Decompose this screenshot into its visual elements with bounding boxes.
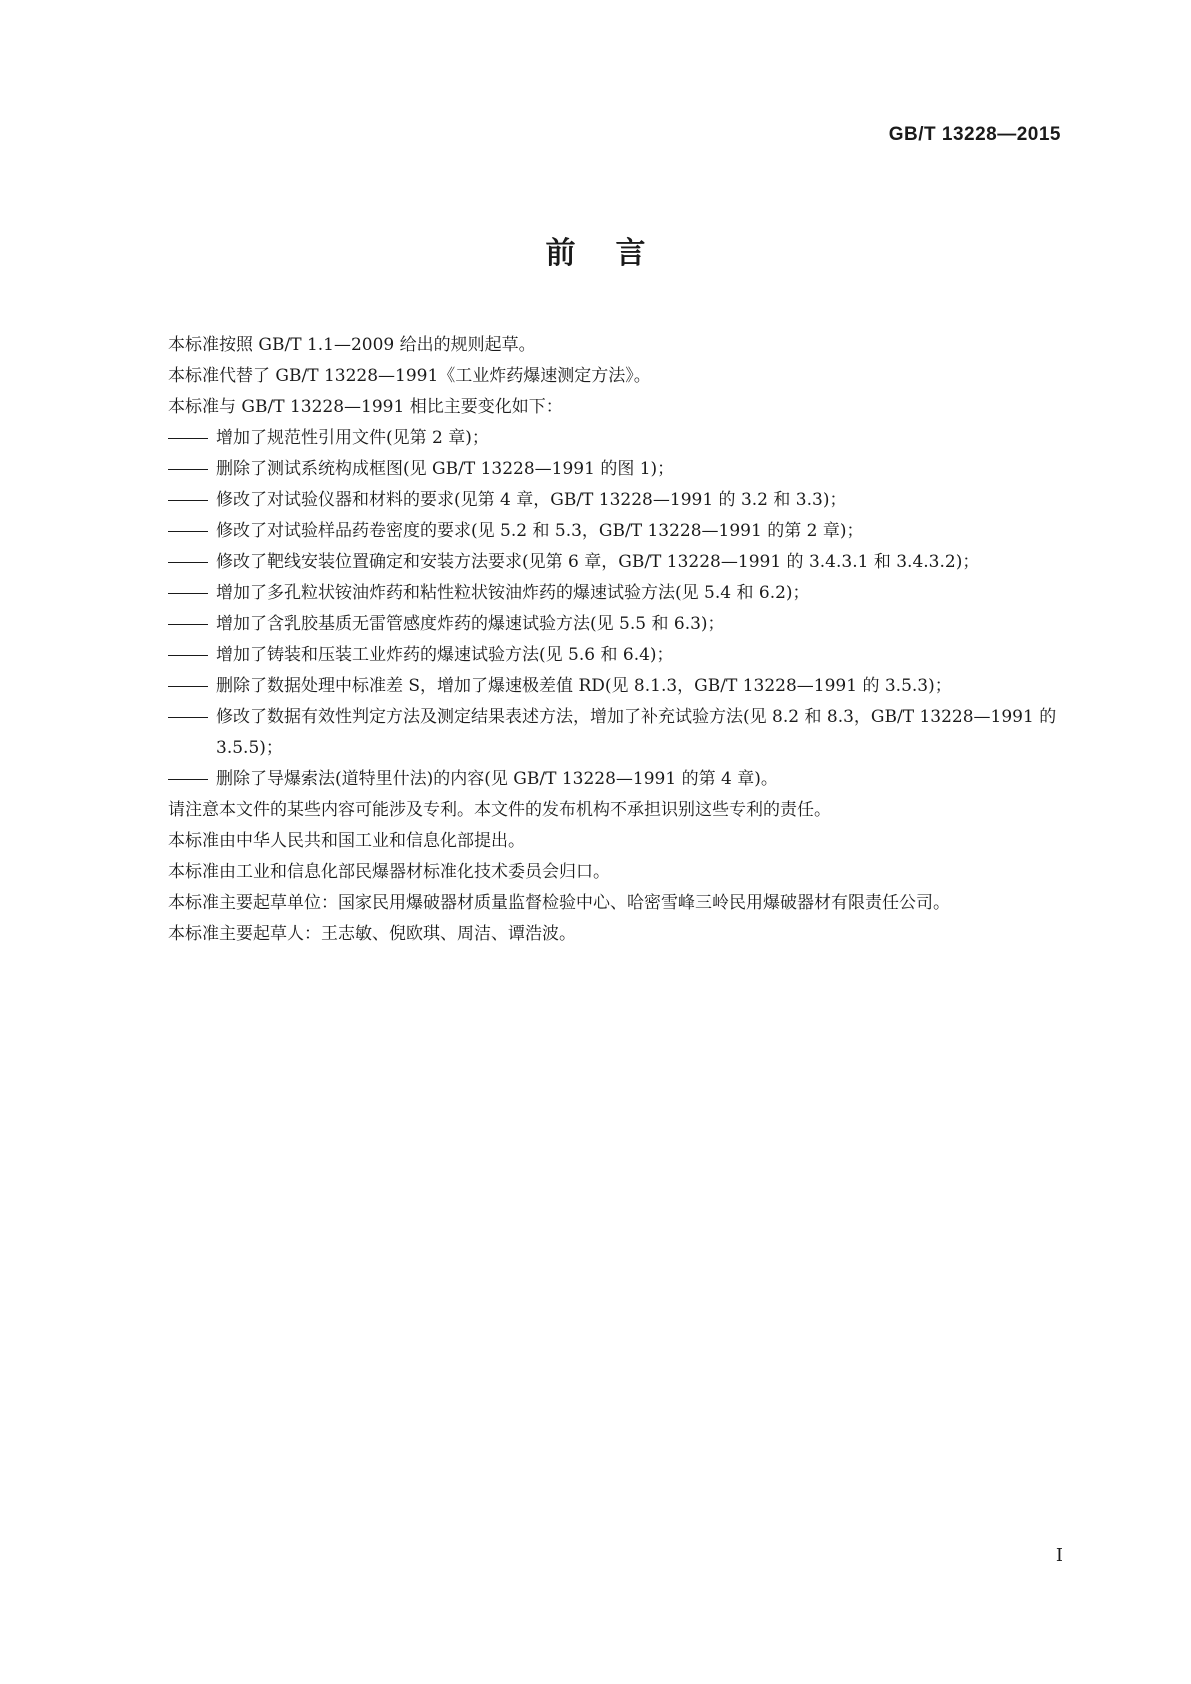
change-text: 修改了对试验仪器和材料的要求(见第 4 章，GB/T 13228—1991 的 3.2 和 3.3)； xyxy=(216,490,847,510)
dash-mark xyxy=(168,423,210,454)
intro-paragraph: 本标准代替了 GB/T 13228—1991《工业炸药爆速测定方法》。 xyxy=(168,366,651,386)
dash-mark xyxy=(168,547,210,578)
dash-mark xyxy=(168,578,210,609)
change-item xyxy=(133,454,1063,485)
closing-paragraph: 本标准由工业和信息化部民爆器材标准化技术委员会归口。 xyxy=(168,862,610,882)
change-text: 修改了对试验样品药卷密度的要求(见 5.2 和 5.3，GB/T 13228—1991 的第 2 章)； xyxy=(216,521,864,541)
change-item xyxy=(133,640,1063,671)
change-item xyxy=(133,578,1063,609)
change-text: 增加了铸装和压装工业炸药的爆速试验方法(见 5.6 和 6.4)； xyxy=(216,645,674,665)
change-item xyxy=(133,547,1063,578)
change-item xyxy=(133,516,1063,547)
change-text: 增加了含乳胶基质无雷管感度炸药的爆速试验方法(见 5.5 和 6.3)； xyxy=(216,614,725,634)
closing-paragraph: 本标准主要起草人：王志敏、倪欧琪、周洁、谭浩波。 xyxy=(168,924,576,944)
change-item xyxy=(133,423,1063,454)
dash-mark xyxy=(168,640,210,671)
foreword-body xyxy=(133,330,1063,950)
change-text: 修改了靶线安装位置确定和安装方法要求(见第 6 章，GB/T 13228—1991 的 3.4.3.1 和 3.4.3.2)； xyxy=(216,552,980,572)
dash-mark xyxy=(168,454,210,485)
dash-mark xyxy=(168,516,210,547)
page-title: 前言 xyxy=(545,236,686,271)
dash-mark xyxy=(168,609,210,640)
change-item xyxy=(133,485,1063,516)
change-text: 删除了测试系统构成框图(见 GB/T 13228—1991 的图 1)； xyxy=(216,459,675,479)
change-text: 删除了数据处理中标准差 S，增加了爆速极差值 RD(见 8.1.3，GB/T 13228—1991 的 3.5.3)； xyxy=(216,676,952,696)
change-text: 修改了数据有效性判定方法及测定结果表述方法，增加了补充试验方法(见 8.2 和 8.3，GB/T 13228—1991 的 3.5.5)； xyxy=(216,707,1057,758)
closing-paragraph: 本标准主要起草单位：国家民用爆破器材质量监督检验中心、哈密雪峰三岭民用爆破器材有限责任公司。 xyxy=(168,893,950,913)
intro-paragraph: 本标准与 GB/T 13228—1991 相比主要变化如下： xyxy=(168,397,563,417)
change-item xyxy=(133,702,1063,764)
change-text: 删除了导爆索法(道特里什法)的内容(见 GB/T 13228—1991 的第 4 章)。 xyxy=(216,769,778,789)
intro-paragraph: 本标准按照 GB/T 1.1—2009 给出的规则起草。 xyxy=(168,335,536,355)
page-number: I xyxy=(1055,1545,1063,1566)
dash-mark xyxy=(168,671,210,702)
dash-mark xyxy=(168,485,210,516)
change-item xyxy=(133,609,1063,640)
change-text: 增加了多孔粒状铵油炸药和粘性粒状铵油炸药的爆速试验方法(见 5.4 和 6.2)； xyxy=(216,583,810,603)
closing-paragraph: 本标准由中华人民共和国工业和信息化部提出。 xyxy=(168,831,525,851)
change-item xyxy=(133,671,1063,702)
standard-code: GB/T 13228—2015 xyxy=(888,124,1061,145)
closing-paragraph: 请注意本文件的某些内容可能涉及专利。本文件的发布机构不承担识别这些专利的责任。 xyxy=(168,800,831,820)
dash-mark xyxy=(168,702,210,733)
change-item xyxy=(133,764,1063,795)
dash-mark xyxy=(168,764,210,795)
change-text: 增加了规范性引用文件(见第 2 章)； xyxy=(216,428,489,448)
